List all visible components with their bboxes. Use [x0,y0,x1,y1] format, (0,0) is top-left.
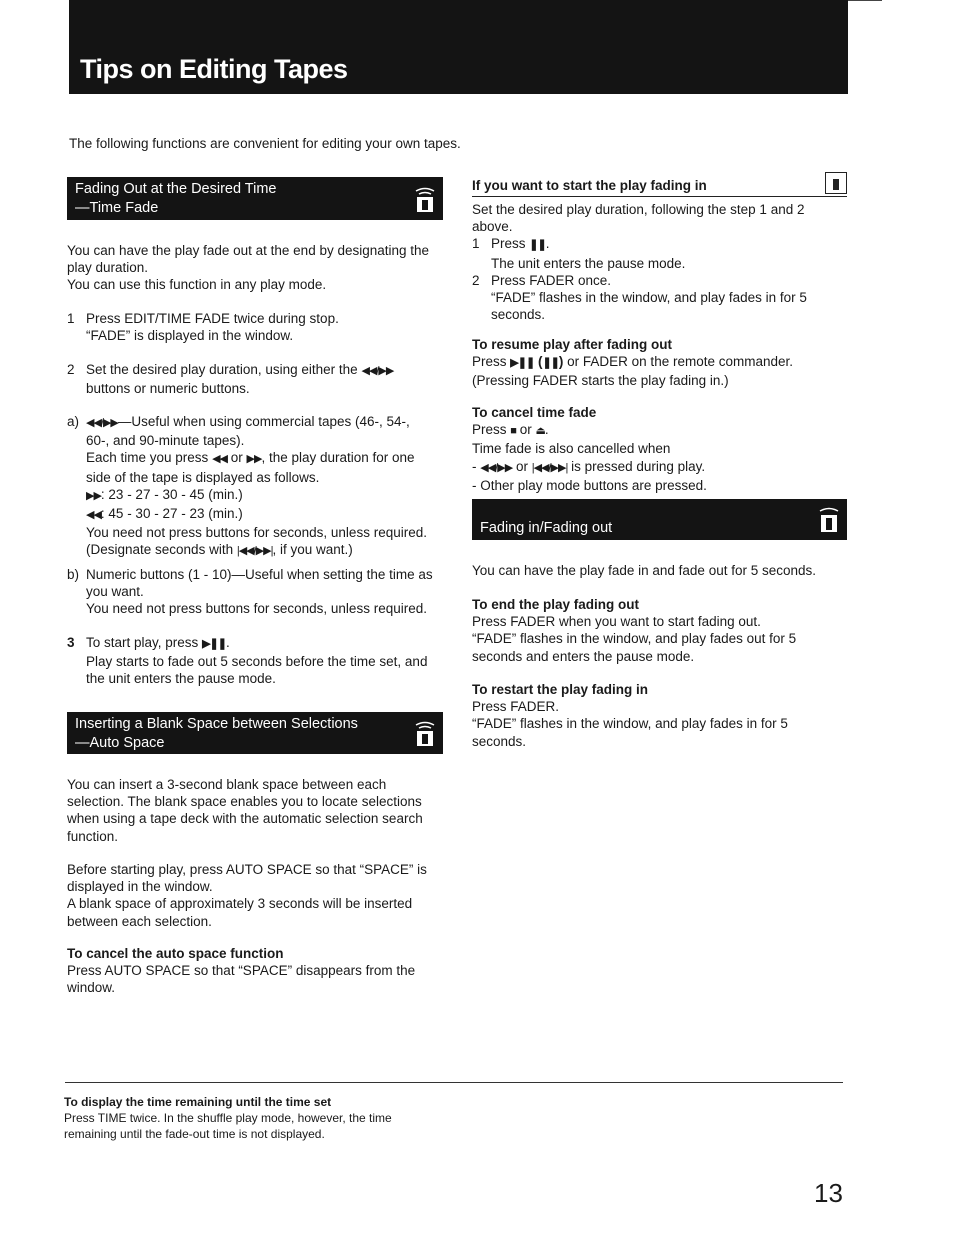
fade-in-s2-c: seconds. [491,307,546,323]
auto-space-p1 [67,776,447,845]
step-3-line-b: Play starts to fade out 5 seconds before the time set, and [86,654,428,670]
option-a-rew-sequence: : 45 - 30 - 27 - 23 (min.) [100,506,243,522]
time-fade-step-1 [67,310,447,344]
banner-rule [848,0,882,1]
rewind-fast-forward-icon: ◀◀/▶▶ [480,461,513,474]
end-fading-heading: To end the play fading out [472,597,639,612]
step-1-line-a: Press EDIT/TIME FADE twice during stop. [86,311,339,326]
restart-fading-line: Press FADER. [472,699,560,715]
option-a-need2b: , if you want.) [272,542,353,558]
fade-in-body: Set the desired play duration, following the step 1 and 2 above. 1 Press ❚❚. The unit enters the pause mode. 2 Press FADER once. “FADE” flashes in the window, and play fades in for 5 seconds. [472,201,852,323]
rewind-icon: ◀◀ [86,509,101,522]
option-b-text2: you want. [86,584,144,600]
cancel-l3b: or [515,458,528,474]
page-title: Tips on Editing Tapes [80,54,348,84]
step-number: 2 [472,272,480,288]
step-3-line-c: the unit enters the pause mode. [86,671,276,687]
footer-heading: To display the time remaining until the time set [64,1095,332,1109]
step-2-line-b: buttons or numeric buttons. [86,381,250,397]
auto-space-p2 [67,861,447,930]
resume-section: To resume play after fading out Press ▶❚❚ (❚❚) or FADER on the remote commander. (Pressing FADER starts the play fading in.) [472,336,852,390]
time-fade-heading-line2: —Time Fade [75,200,159,216]
cancel-time-fade-heading: To cancel time fade [472,405,597,420]
play-pause-icon: ▶❚❚ [510,357,535,370]
end-fading-line: seconds and enters the pause mode. [472,648,695,664]
auto-space-p2-line: displayed in the window. [67,879,213,895]
option-b-label: b) [67,567,80,582]
fade-in-s1-a: Press [491,236,526,252]
step-number: 2 [67,362,75,377]
footer-rule [65,1082,843,1083]
fade-in-heading-rule [472,196,847,197]
page-number: 13 [814,1178,843,1208]
stop-icon: ■ [510,425,516,438]
auto-space-cancel [67,945,447,997]
auto-space-heading-line2: —Auto Space [75,735,165,751]
fast-forward-icon: ▶▶ [246,453,262,466]
eject-icon: ⏏ [535,425,545,438]
fade-in-p1-line: above. [472,219,513,235]
time-fade-description [67,242,447,294]
skip-back-forward-icon: |◀◀/▶▶| [236,545,273,558]
resume-l1b: or FADER on the remote commander. [567,354,794,370]
auto-space-p1-line: when using a tape deck with the automatic selection search [67,811,423,827]
option-b [67,566,447,618]
pause-icon: ❚❚ [542,357,559,370]
time-fade-step-3: 3 To start play, press ▶❚❚. Play starts to fade out 5 seconds before the time set, and the unit enters the pause mode. [67,634,447,688]
cancel-time-fade-section: To cancel time fade Press ■ or ⏏. Time fade is also cancelled when - ◀◀/▶▶ or |◀◀/▶▶| is pressed during play. - Other play mode buttons are pressed. [472,404,852,494]
end-fading-line: Press FADER when you want to start fading out. [472,614,761,630]
option-b-text3: You need not press buttons for seconds, unless required. [86,601,427,617]
fast-forward-icon: ▶▶ [86,489,101,502]
rewind-icon: ◀◀ [212,453,227,466]
cancel-l4: - Other play mode buttons are pressed. [472,477,707,493]
auto-space-p2-line: A blank space of approximately 3 seconds will be inserted [67,896,413,912]
fading-in-out-p1: You can have the play fade in and fade out for 5 seconds. [472,563,817,578]
auto-space-p2-line: between each selection. [67,913,212,929]
resume-l1a: Press [472,354,507,370]
footer-line: remaining until the fade-out time is not displayed. [64,1127,325,1141]
fade-in-s1-b: The unit enters the pause mode. [491,255,686,271]
remote-commander-icon [817,507,841,533]
step-1-line-b: “FADE” is displayed in the window. [86,328,294,344]
time-fade-p1: You can have the play fade out at the end by designating the play duration. [67,243,430,276]
restart-fading-line: “FADE” flashes in the window, and play fades in for 5 [472,716,788,732]
auto-space-p1-line: selection. The blank space enables you to locate selections [67,794,422,810]
step-number: 3 [67,635,75,650]
restart-fading-heading: To restart the play fading in [472,682,649,697]
step-number: 1 [472,236,480,252]
remote-commander-icon [825,172,847,194]
pause-icon: ❚❚ [529,239,546,252]
cancel-l3a: - [472,458,477,474]
auto-space-p1-line: You can insert a 3-second blank space between each [67,777,387,792]
footer-note [64,1094,392,1142]
intro-text: The following functions are convenient for editing your own tapes. [69,136,461,151]
end-fading-section [472,596,852,665]
cancel-l1a: Press [472,422,507,438]
auto-space-heading-line1: Inserting a Blank Space between Selections [75,716,358,732]
auto-space-cancel-line: window. [67,980,116,996]
option-a [67,413,447,561]
skip-back-forward-icon: |◀◀/▶▶| [531,461,568,474]
end-fading-line: “FADE” flashes in the window, and play fades out for 5 [472,631,797,647]
option-b-text1: Numeric buttons (1 - 10)—Useful when setting the time as [86,567,433,582]
auto-space-p1-line: function. [67,828,119,844]
resume-l2: (Pressing FADER starts the play fading in.) [472,373,729,389]
restart-fading-line: seconds. [472,733,527,749]
footer-line: Press TIME twice. In the shuffle play mode, however, the time [64,1111,392,1125]
cancel-l3c: is pressed during play. [571,458,706,474]
auto-space-p2-line: Before starting play, press AUTO SPACE so that “SPACE” is [67,862,427,877]
rewind-fast-forward-icon: ◀◀/▶▶ [361,365,394,377]
time-fade-step-2 [67,361,447,397]
remote-commander-icon [413,721,437,747]
auto-space-cancel-heading: To cancel the auto space function [67,946,284,961]
cancel-l1b: or [519,422,532,438]
option-a-or: or [230,450,243,466]
option-a-label: a) [67,414,80,429]
option-a-each2: , the play duration for one [261,450,415,466]
option-a-each1: Each time you press [86,450,209,466]
option-a-text1: —Useful when using commercial tapes (46-, 54-, [117,414,410,429]
option-a-text2: 60-, and 90-minute tapes). [86,433,245,449]
fade-in-p1-line: Set the desired play duration, following the step 1 and 2 [472,202,805,217]
fade-in-s2-a: Press FADER once. [491,272,612,288]
time-fade-heading-line1: Fading Out at the Desired Time [75,181,277,197]
time-fade-heading [67,177,443,220]
option-a-need2a: (Designate seconds with [86,542,234,558]
option-a-ff-sequence: : 23 - 27 - 30 - 45 (min.) [100,486,243,502]
rewind-fast-forward-icon: ◀◀/▶▶ [86,417,118,429]
remote-commander-icon [413,187,437,213]
fading-in-out-heading-text: Fading in/Fading out [480,520,613,536]
step-2-line-a: Set the desired play duration, using either the [86,362,358,377]
fade-in-heading: If you want to start the play fading in [472,178,707,193]
auto-space-cancel-line: Press AUTO SPACE so that “SPACE” disappears from the [67,963,416,979]
cancel-l2: Time fade is also cancelled when [472,441,671,457]
step-3-line-a: To start play, press [86,635,199,650]
step-number: 1 [67,311,75,326]
restart-fading-section [472,681,852,750]
time-fade-p2: You can use this function in any play mode. [67,277,327,293]
play-pause-icon: ▶❚❚ [202,638,226,650]
option-a-need1: You need not press buttons for seconds, unless required. [86,525,427,541]
resume-heading: To resume play after fading out [472,337,673,352]
auto-space-heading [67,712,443,754]
fading-in-out-heading [472,499,847,540]
fade-in-s2-b: “FADE” flashes in the window, and play fades in for 5 [491,290,807,306]
option-a-each3: side of the tape is displayed as follows. [86,469,320,485]
